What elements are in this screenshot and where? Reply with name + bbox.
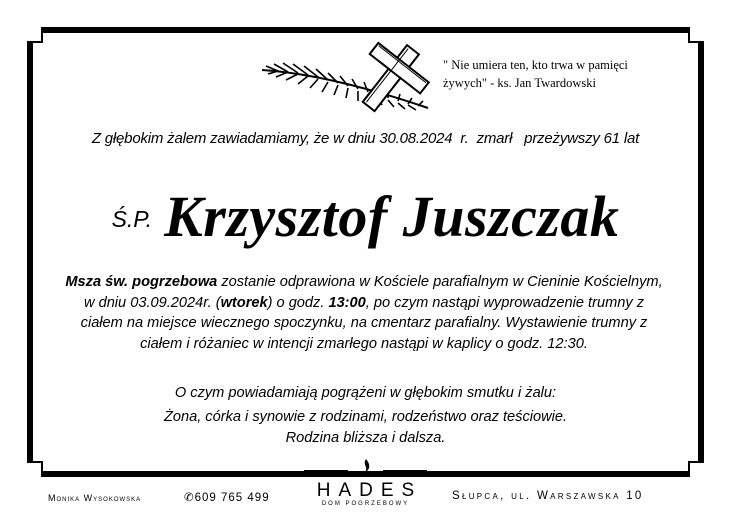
cross-with-palm-icon [258,40,440,114]
contact-name: Monika Wysokowska [48,493,142,503]
logo-brand: HADES [316,480,423,501]
funeral-text-1: zostanie odprawiona w Kościele parafialnym w Cieninie Kościelnym, w dniu 03.09.2024r. ( [83,274,663,311]
announcement-lead: Z głębokim żalem zawiadamiamy, że w dniu [91,130,376,147]
funeral-text-3: , po czym nastąpi wyprowadzenie trumny z ciałem na miejsce wiecznego spoczynku, na cmentarz parafialny. Wystawienie trumny z ciałem i różaniec w intencji zmarłego nastąpi w kaplicy o godz. 12:30. [80,294,648,352]
logo-subtitle: DOM POGRZEBOWY [321,501,410,507]
announcement-verb: zmarł [476,130,513,147]
funeral-text-2: ) o godz. [267,294,329,311]
funeral-details [62,272,666,354]
funeral-time: 13:00 [328,294,366,311]
quote-line-1: " Nie umiera ten, kto trwa w pamięci [443,58,628,72]
deceased-name: Krzysztof Juszczak [164,184,620,249]
funeral-home-address: Słupca, ul. Warszawska 10 [452,490,644,502]
mourners-relatives: Rodzina bliższa i dalsza. [285,430,446,446]
death-announcement [0,130,731,147]
quote-line-2: żywych" - ks. Jan Twardowski [443,76,596,90]
funeral-weekday: wtorek [220,294,268,311]
death-date: 30.08.2024 [379,130,453,147]
closing-line-1: O czym powiadamiają pogrążeni w głębokim smutku i żalu: [174,385,557,401]
logo-rule-right [383,470,427,471]
age-text: przeżywszy 61 lat [524,130,640,147]
deceased-name-row [0,183,731,250]
name-prefix: Ś.P. [111,206,153,232]
mourners-family: Żona, córka i synowie z rodzinami, rodzeństwo oraz teściowie. [163,409,568,425]
logo-rule-left [304,470,348,471]
funeral-home-logo [302,458,429,514]
memorial-quote [443,56,673,92]
date-suffix: r. [460,130,469,147]
flame-icon [358,458,374,480]
mass-label: Msza św. pogrzebowa [65,274,218,290]
contact-phone: ✆609 765 499 [184,492,270,504]
